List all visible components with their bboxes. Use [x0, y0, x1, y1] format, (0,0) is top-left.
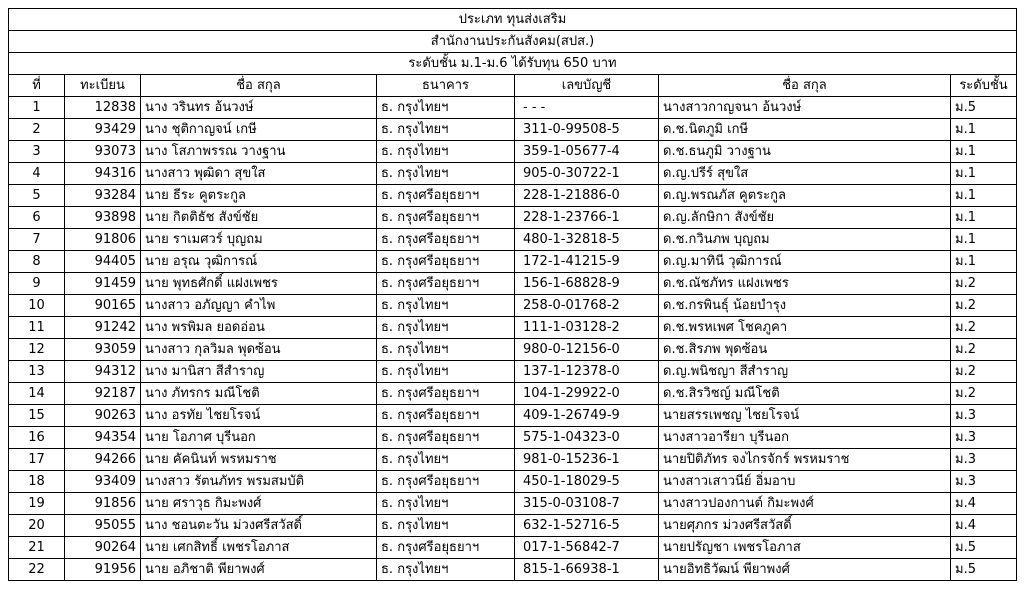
row-reg: 94316: [65, 163, 141, 185]
row-student: ด.ช.สิรภพ พุดซ้อน: [659, 339, 951, 361]
table-row: [9, 471, 1017, 493]
row-level: ม.1: [951, 207, 1017, 229]
row-name: นาง ชุติกาญจน์ เกษี: [141, 119, 377, 141]
row-no: 8: [9, 251, 65, 273]
row-name: นาย ศราวุธ กิมะพงศ์: [141, 493, 377, 515]
row-no: 7: [9, 229, 65, 251]
row-bank: ธ. กรุงไทยฯ: [377, 361, 515, 383]
row-student: นางสาวเสาวนีย์ อิ่มอาบ: [659, 471, 951, 493]
table-row: [9, 361, 1017, 383]
row-account: 480-1-32818-5: [515, 229, 659, 251]
row-reg: 94354: [65, 427, 141, 449]
row-reg: 91459: [65, 273, 141, 295]
row-level: ม.3: [951, 471, 1017, 493]
row-account: 111-1-03128-2: [515, 317, 659, 339]
row-name: นางสาว กุลวิมล พุดซ้อน: [141, 339, 377, 361]
row-reg: 90165: [65, 295, 141, 317]
table-row: [9, 141, 1017, 163]
row-account: 228-1-23766-1: [515, 207, 659, 229]
row-level: ม.2: [951, 317, 1017, 339]
row-bank: ธ. กรุงศรีอยุธยาฯ: [377, 537, 515, 559]
row-no: 14: [9, 383, 65, 405]
row-student: ด.ช.พรหเพศ โชคภูคา: [659, 317, 951, 339]
row-reg: 12838: [65, 97, 141, 119]
col-header-level: ระดับชั้น: [951, 75, 1017, 97]
row-student: ด.ช.กรพินธุ์ น้อยบำรุง: [659, 295, 951, 317]
row-bank: ธ. กรุงศรีอยุธยาฯ: [377, 251, 515, 273]
row-name: นางสาว อภัญญา คำไพ: [141, 295, 377, 317]
agency-heading: สำนักงานประกันสังคม(สปส.): [9, 31, 1017, 53]
row-reg: 90264: [65, 537, 141, 559]
table-row: [9, 559, 1017, 581]
row-level: ม.5: [951, 559, 1017, 581]
row-bank: ธ. กรุงไทยฯ: [377, 317, 515, 339]
row-reg: 93429: [65, 119, 141, 141]
row-name: นาย อรุณ วุฒิการณ์: [141, 251, 377, 273]
table-row: [9, 295, 1017, 317]
row-name: นางสาว รัตนภัทร พรมสมบัติ: [141, 471, 377, 493]
table-row: [9, 449, 1017, 471]
row-reg: 93898: [65, 207, 141, 229]
row-student: นายปิติภัทร จงไกรจักร์ พรหมราช: [659, 449, 951, 471]
table-row: [9, 405, 1017, 427]
table-row: [9, 317, 1017, 339]
row-level: ม.5: [951, 97, 1017, 119]
row-level: ม.1: [951, 141, 1017, 163]
row-bank: ธ. กรุงศรีอยุธยาฯ: [377, 207, 515, 229]
row-student: นายศุภกร ม่วงศรีสวัสดิ์: [659, 515, 951, 537]
row-reg: 94266: [65, 449, 141, 471]
row-student: นายปรัญชา เพชรโอภาส: [659, 537, 951, 559]
col-header-account: เลขบัญชี: [515, 75, 659, 97]
row-student: ด.ญ.พรณภัส คูตระกูล: [659, 185, 951, 207]
row-level: ม.3: [951, 405, 1017, 427]
table-row: [9, 515, 1017, 537]
row-no: 18: [9, 471, 65, 493]
row-account: 905-0-30722-1: [515, 163, 659, 185]
row-student: ด.ญ.ลักษิกา สังข์ชัย: [659, 207, 951, 229]
row-level: ม.2: [951, 383, 1017, 405]
row-name: นาง อรทัย ไชยโรจน์: [141, 405, 377, 427]
row-reg: 91242: [65, 317, 141, 339]
row-name: นาย พุทธศักดิ์ แฝงเพชร: [141, 273, 377, 295]
row-bank: ธ. กรุงไทยฯ: [377, 141, 515, 163]
row-level: ม.2: [951, 339, 1017, 361]
row-account: 258-0-01768-2: [515, 295, 659, 317]
table-row: [9, 97, 1017, 119]
row-bank: ธ. กรุงไทยฯ: [377, 295, 515, 317]
row-no: 5: [9, 185, 65, 207]
row-name: นาย เศกสิทธิ์ เพชรโอภาส: [141, 537, 377, 559]
row-level: ม.1: [951, 251, 1017, 273]
row-level: ม.1: [951, 119, 1017, 141]
row-account: 409-1-26749-9: [515, 405, 659, 427]
col-header-bank: ธนาคาร: [377, 75, 515, 97]
row-name: นาง พรพิมล ยอดอ่อน: [141, 317, 377, 339]
table-row: [9, 273, 1017, 295]
col-header-name: ชื่อ สกุล: [141, 75, 377, 97]
table-row: [9, 119, 1017, 141]
row-no: 6: [9, 207, 65, 229]
row-reg: 94405: [65, 251, 141, 273]
table-title: ประเภท ทุนส่งเสริม: [9, 9, 1017, 31]
row-name: นาง วรินทร อ้นวงษ์: [141, 97, 377, 119]
row-bank: ธ. กรุงศรีอยุธยาฯ: [377, 229, 515, 251]
table-row: [9, 383, 1017, 405]
row-account: 017-1-56842-7: [515, 537, 659, 559]
row-no: 12: [9, 339, 65, 361]
row-reg: 91806: [65, 229, 141, 251]
row-name: นาย ราเมศวร์ บุญถม: [141, 229, 377, 251]
table-row: [9, 427, 1017, 449]
row-student: นางสาวอารียา บุรีนอก: [659, 427, 951, 449]
row-no: 4: [9, 163, 65, 185]
row-level: ม.1: [951, 163, 1017, 185]
row-student: ด.ญ.พนิชญา สีสำราญ: [659, 361, 951, 383]
row-account: 311-0-99508-5: [515, 119, 659, 141]
row-no: 1: [9, 97, 65, 119]
row-reg: 91856: [65, 493, 141, 515]
row-no: 16: [9, 427, 65, 449]
row-reg: 95055: [65, 515, 141, 537]
row-bank: ธ. กรุงไทยฯ: [377, 449, 515, 471]
row-account: 137-1-12378-0: [515, 361, 659, 383]
table-row: [9, 229, 1017, 251]
row-level: ม.1: [951, 229, 1017, 251]
row-no: 15: [9, 405, 65, 427]
row-student: ด.ญ.มาทินี วุฒิการณ์: [659, 251, 951, 273]
row-student: ด.ช.สิรวิชญ์ มณีโชติ: [659, 383, 951, 405]
row-no: 20: [9, 515, 65, 537]
table-row: [9, 339, 1017, 361]
row-no: 19: [9, 493, 65, 515]
row-student: นางสาวกาญจนา อ้นวงษ์: [659, 97, 951, 119]
row-level: ม.4: [951, 493, 1017, 515]
row-level: ม.1: [951, 185, 1017, 207]
row-student: ด.ช.กวินภพ บุญถม: [659, 229, 951, 251]
row-no: 21: [9, 537, 65, 559]
row-reg: 91956: [65, 559, 141, 581]
row-bank: ธ. กรุงไทยฯ: [377, 119, 515, 141]
row-bank: ธ. กรุงศรีอยุธยาฯ: [377, 185, 515, 207]
row-student: ด.ช.นิตภูมิ เกษี: [659, 119, 951, 141]
row-bank: ธ. กรุงไทยฯ: [377, 559, 515, 581]
row-level: ม.3: [951, 449, 1017, 471]
row-bank: ธ. กรุงไทยฯ: [377, 97, 515, 119]
row-account: 981-0-15236-1: [515, 449, 659, 471]
row-account: 228-1-21886-0: [515, 185, 659, 207]
table-row: [9, 185, 1017, 207]
scholarship-table: [8, 8, 1017, 581]
row-bank: ธ. กรุงศรีอยุธยาฯ: [377, 273, 515, 295]
row-student: ด.ช.ณัชภัทร แฝงเพชร: [659, 273, 951, 295]
row-level: ม.4: [951, 515, 1017, 537]
row-student: ด.ช.ธนภูมิ วางฐาน: [659, 141, 951, 163]
row-reg: 93284: [65, 185, 141, 207]
grant-heading: ระดับชั้น ม.1-ม.6 ได้รับทุน 650 บาท: [9, 53, 1017, 75]
row-name: นาย อภิชาติ พียาพงศ์: [141, 559, 377, 581]
row-name: นาย ธีระ คูตระกูล: [141, 185, 377, 207]
row-account: 450-1-18029-5: [515, 471, 659, 493]
row-no: 3: [9, 141, 65, 163]
row-bank: ธ. กรุงศรีอยุธยาฯ: [377, 471, 515, 493]
row-no: 9: [9, 273, 65, 295]
table-row: [9, 207, 1017, 229]
table-row: [9, 537, 1017, 559]
row-account: 156-1-68828-9: [515, 273, 659, 295]
row-name: นาย โอภาศ บุรีนอก: [141, 427, 377, 449]
row-bank: ธ. กรุงศรีอยุธยาฯ: [377, 427, 515, 449]
row-reg: 92187: [65, 383, 141, 405]
row-student: นายสรรเพชญ ไชยโรจน์: [659, 405, 951, 427]
row-no: 17: [9, 449, 65, 471]
row-reg: 93059: [65, 339, 141, 361]
row-account: - - -: [515, 97, 659, 119]
row-reg: 93073: [65, 141, 141, 163]
row-student: ด.ญ.ปรีร์ สุขใส: [659, 163, 951, 185]
row-student: นายอิทธิวัฒน์ พียาพงศ์: [659, 559, 951, 581]
col-header-student: ชื่อ สกุล: [659, 75, 951, 97]
row-bank: ธ. กรุงไทยฯ: [377, 339, 515, 361]
row-level: ม.2: [951, 273, 1017, 295]
row-account: 575-1-04323-0: [515, 427, 659, 449]
row-bank: ธ. กรุงไทยฯ: [377, 163, 515, 185]
row-bank: ธ. กรุงศรีอยุธยาฯ: [377, 405, 515, 427]
table-row: [9, 493, 1017, 515]
col-header-no: ที่: [9, 75, 65, 97]
table-row: [9, 163, 1017, 185]
row-no: 13: [9, 361, 65, 383]
row-name: นาง ภัทรกร มณีโชติ: [141, 383, 377, 405]
row-name: นาย คัคนินท์ พรหมราช: [141, 449, 377, 471]
row-name: นาง ชอนตะวัน ม่วงศรีสวัสดิ์: [141, 515, 377, 537]
row-account: 359-1-05677-4: [515, 141, 659, 163]
row-level: ม.2: [951, 295, 1017, 317]
row-student: นางสาวปองกานต์ กิมะพงศ์: [659, 493, 951, 515]
row-reg: 90263: [65, 405, 141, 427]
row-reg: 93409: [65, 471, 141, 493]
col-header-reg: ทะเบียน: [65, 75, 141, 97]
row-no: 10: [9, 295, 65, 317]
row-reg: 94312: [65, 361, 141, 383]
row-account: 315-0-03108-7: [515, 493, 659, 515]
row-no: 11: [9, 317, 65, 339]
row-name: นางสาว พุฒิดา สุขใส: [141, 163, 377, 185]
row-account: 172-1-41215-9: [515, 251, 659, 273]
row-account: 632-1-52716-5: [515, 515, 659, 537]
row-bank: ธ. กรุงศรีอยุธยาฯ: [377, 383, 515, 405]
row-no: 2: [9, 119, 65, 141]
row-bank: ธ. กรุงไทยฯ: [377, 493, 515, 515]
row-name: นาง มานิสา สีสำราญ: [141, 361, 377, 383]
row-account: 980-0-12156-0: [515, 339, 659, 361]
row-level: ม.5: [951, 537, 1017, 559]
row-account: 104-1-29922-0: [515, 383, 659, 405]
column-header-row: [9, 75, 1017, 97]
row-no: 22: [9, 559, 65, 581]
table-row: [9, 251, 1017, 273]
row-level: ม.2: [951, 361, 1017, 383]
row-name: นาง โสภาพรรณ วางฐาน: [141, 141, 377, 163]
row-name: นาย กิตติธัช สังข์ชัย: [141, 207, 377, 229]
row-account: 815-1-66938-1: [515, 559, 659, 581]
row-level: ม.3: [951, 427, 1017, 449]
row-bank: ธ. กรุงไทยฯ: [377, 515, 515, 537]
